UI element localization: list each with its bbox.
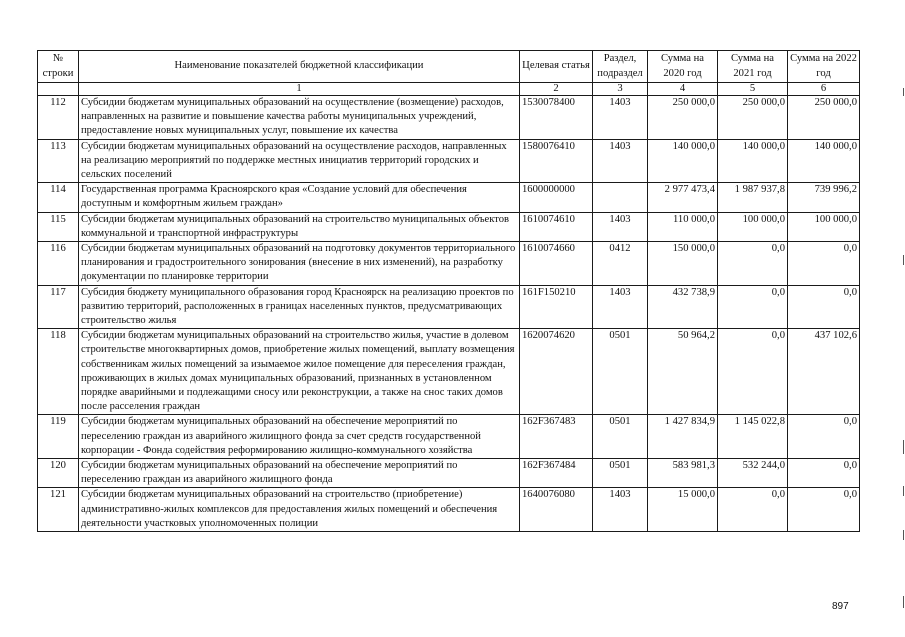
target-article: 1530078400 [520, 96, 593, 140]
sum-2022: 140 000,0 [788, 139, 860, 183]
sum-2021: 0,0 [718, 285, 788, 329]
sum-2021: 0,0 [718, 329, 788, 415]
table-row [38, 96, 860, 140]
header-sum-2020: Сумма на 2020 год [648, 51, 718, 83]
header-indicator-name: Наименование показателей бюджетной классификации [79, 51, 520, 83]
page-number: 897 [832, 601, 849, 612]
sum-2020: 110 000,0 [648, 212, 718, 241]
sum-2020: 583 981,3 [648, 459, 718, 488]
target-article: 161F150210 [520, 285, 593, 329]
indicator-name: Субсидии бюджетам муниципальных образований на строительство (приобретение) административно-жилых комплексов для предоставления жилых помещений и обеспечения деятельности участковых уполномоченных полиции [79, 488, 520, 532]
target-article: 162F367484 [520, 459, 593, 488]
table-row [38, 285, 860, 329]
target-article: 1580076410 [520, 139, 593, 183]
section-code: 0501 [593, 459, 648, 488]
row-number: 115 [38, 212, 79, 241]
header-sum-2022: Сумма на 2022 год [788, 51, 860, 83]
sum-2022: 100 000,0 [788, 212, 860, 241]
column-number: 5 [718, 83, 788, 96]
scan-edge-mark [903, 596, 904, 608]
section-code: 0501 [593, 415, 648, 459]
sum-2020: 250 000,0 [648, 96, 718, 140]
sum-2020: 50 964,2 [648, 329, 718, 415]
section-code: 1403 [593, 488, 648, 532]
section-code: 1403 [593, 139, 648, 183]
table-row [38, 242, 860, 286]
indicator-name: Субсидии бюджетам муниципальных образований на обеспечение мероприятий по переселению граждан из аварийного жилищного фонда [79, 459, 520, 488]
table-row [38, 212, 860, 241]
sum-2021: 0,0 [718, 488, 788, 532]
target-article: 1610074660 [520, 242, 593, 286]
sum-2022: 437 102,6 [788, 329, 860, 415]
row-number: 118 [38, 329, 79, 415]
sum-2022: 739 996,2 [788, 183, 860, 212]
sum-2022: 0,0 [788, 285, 860, 329]
target-article: 1620074620 [520, 329, 593, 415]
column-number-row [38, 83, 860, 96]
sum-2021: 100 000,0 [718, 212, 788, 241]
sum-2020: 140 000,0 [648, 139, 718, 183]
indicator-name: Субсидии бюджетам муниципальных образований на осуществление (возмещение) расходов, направленных на развитие и повышение качества работы муниципальных учреждений, предоставление новых муниципальных услуг, повышение их качества [79, 96, 520, 140]
indicator-name: Государственная программа Красноярского края «Создание условий для обеспечения доступным и комфортным жильем граждан» [79, 183, 520, 212]
target-article: 162F367483 [520, 415, 593, 459]
indicator-name: Субсидия бюджету муниципального образования город Красноярск на реализацию проектов по развитию территорий, расположенных в границах населенных пунктов, предусматривающих строительство жилья [79, 285, 520, 329]
section-code [593, 183, 648, 212]
table-row [38, 459, 860, 488]
row-number: 120 [38, 459, 79, 488]
section-code: 0412 [593, 242, 648, 286]
sum-2022: 0,0 [788, 415, 860, 459]
column-number: 3 [593, 83, 648, 96]
scan-edge-mark [903, 486, 904, 496]
header-target-article: Целевая статья [520, 51, 593, 83]
table-row [38, 329, 860, 415]
sum-2021: 1 987 937,8 [718, 183, 788, 212]
header-row-number: № строки [38, 51, 79, 83]
column-number: 6 [788, 83, 860, 96]
section-code: 1403 [593, 212, 648, 241]
table-row [38, 415, 860, 459]
scan-edge-mark [903, 255, 904, 265]
sum-2022: 250 000,0 [788, 96, 860, 140]
sum-2022: 0,0 [788, 242, 860, 286]
table-row [38, 139, 860, 183]
scan-edge-mark [903, 530, 904, 540]
table-row [38, 183, 860, 212]
target-article: 1600000000 [520, 183, 593, 212]
target-article: 1640076080 [520, 488, 593, 532]
row-number: 113 [38, 139, 79, 183]
indicator-name: Субсидии бюджетам муниципальных образований на подготовку документов территориального планирования и градостроительного зонирования (внесение в них изменений), на разработку документации по планировке территории [79, 242, 520, 286]
sum-2021: 532 244,0 [718, 459, 788, 488]
budget-table [37, 50, 860, 532]
row-number: 119 [38, 415, 79, 459]
sum-2021: 1 145 022,8 [718, 415, 788, 459]
row-number: 117 [38, 285, 79, 329]
sum-2020: 2 977 473,4 [648, 183, 718, 212]
sum-2020: 432 738,9 [648, 285, 718, 329]
sum-2020: 15 000,0 [648, 488, 718, 532]
sum-2022: 0,0 [788, 459, 860, 488]
table-row [38, 488, 860, 532]
section-code: 0501 [593, 329, 648, 415]
row-number: 116 [38, 242, 79, 286]
sum-2020: 1 427 834,9 [648, 415, 718, 459]
indicator-name: Субсидии бюджетам муниципальных образований на строительство жилья, участие в долевом строительстве многоквартирных домов, приобретение жилых помещений, выплату возмещения собственникам жилых помещений за изымаемое жилое помещение для переселения граждан, проживающих в жилых домах муниципальных образований, признанных в установленном порядке аварийными и подлежащими сносу или реконструкции, а также на снос таких домов после расселения граждан [79, 329, 520, 415]
indicator-name: Субсидии бюджетам муниципальных образований на обеспечение мероприятий по переселению граждан из аварийного жилищного фонда за счет средств государственной корпорации - Фонда содействия реформированию жилищно-коммунального хозяйства [79, 415, 520, 459]
row-number: 112 [38, 96, 79, 140]
header-sum-2021: Сумма на 2021 год [718, 51, 788, 83]
section-code: 1403 [593, 285, 648, 329]
sum-2021: 140 000,0 [718, 139, 788, 183]
column-number: 1 [79, 83, 520, 96]
sum-2020: 150 000,0 [648, 242, 718, 286]
row-number: 121 [38, 488, 79, 532]
sum-2021: 250 000,0 [718, 96, 788, 140]
column-number: 2 [520, 83, 593, 96]
target-article: 1610074610 [520, 212, 593, 241]
sum-2022: 0,0 [788, 488, 860, 532]
column-number: 4 [648, 83, 718, 96]
section-code: 1403 [593, 96, 648, 140]
header-section: Раздел, подраздел [593, 51, 648, 83]
scan-edge-mark [903, 440, 904, 454]
indicator-name: Субсидии бюджетам муниципальных образований на осуществление расходов, направленных на реализацию мероприятий по поддержке местных инициатив территорий городских и сельских поселений [79, 139, 520, 183]
indicator-name: Субсидии бюджетам муниципальных образований на строительство муниципальных объектов коммунальной и транспортной инфраструктуры [79, 212, 520, 241]
sum-2021: 0,0 [718, 242, 788, 286]
column-number-empty [38, 83, 79, 96]
header-row [38, 51, 860, 83]
row-number: 114 [38, 183, 79, 212]
scan-edge-mark [903, 88, 904, 96]
